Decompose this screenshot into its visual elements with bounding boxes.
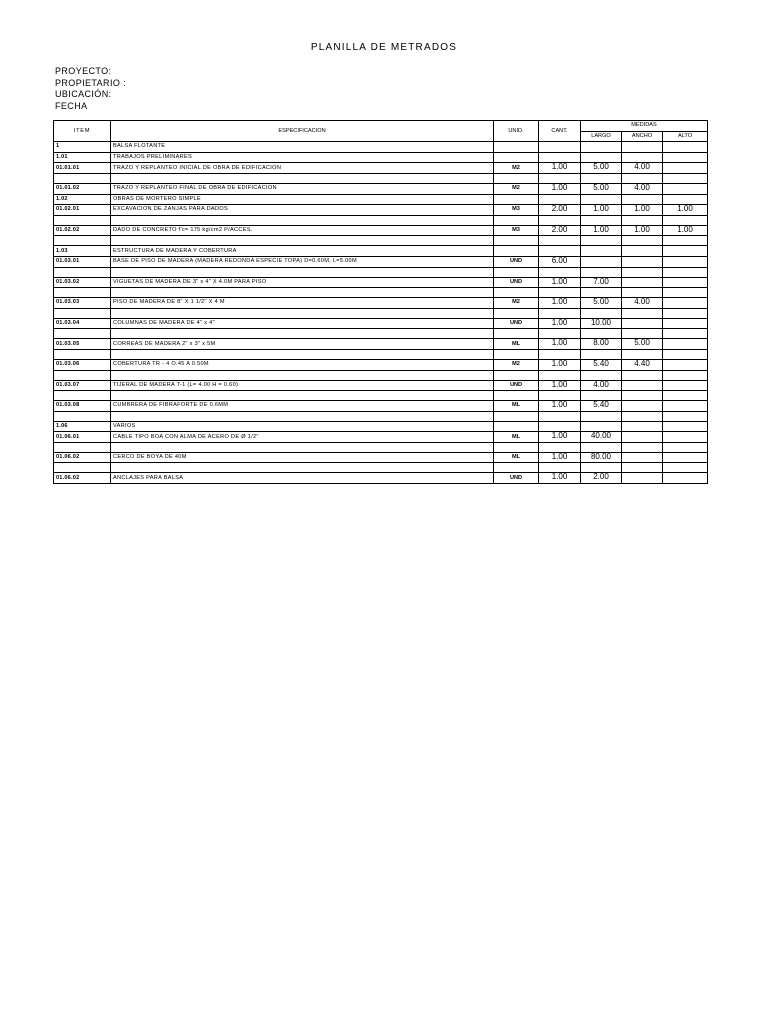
empty-cell	[494, 236, 539, 246]
empty-cell	[54, 370, 111, 380]
empty-cell	[581, 236, 622, 246]
empty-cell	[622, 391, 663, 401]
header-cant: CANT.	[539, 121, 581, 142]
especificacion-cell: CABLE TIPO BOA CON ALMA DE ACERO DE Ø 1/2"	[111, 432, 494, 443]
table-row	[54, 432, 708, 443]
empty-cell	[111, 463, 494, 473]
alto-cell: 1.00	[663, 225, 708, 236]
empty-cell	[663, 411, 708, 421]
especificacion-cell: CUMBRERA DE FIBRAFORTE DE 0.6MM	[111, 401, 494, 412]
alto-cell	[663, 401, 708, 412]
empty-cell	[622, 215, 663, 225]
empty-cell	[494, 411, 539, 421]
largo-cell: 8.00	[581, 339, 622, 350]
alto-cell	[663, 298, 708, 309]
empty-cell	[111, 173, 494, 183]
table-row	[54, 473, 708, 484]
alto-cell	[663, 452, 708, 463]
alto-cell	[663, 163, 708, 174]
spacer-row	[54, 173, 708, 183]
alto-cell	[663, 183, 708, 194]
table-row	[54, 194, 708, 205]
empty-cell	[111, 370, 494, 380]
largo-cell: 7.00	[581, 277, 622, 288]
item-cell: 01.01.01	[54, 163, 111, 174]
cant-cell	[539, 421, 581, 432]
empty-cell	[494, 391, 539, 401]
cant-cell	[539, 142, 581, 153]
header-alto: ALTO	[663, 131, 708, 142]
empty-cell	[539, 370, 581, 380]
metrados-table	[53, 120, 708, 484]
unid-cell: M3	[494, 225, 539, 236]
largo-cell: 1.00	[581, 225, 622, 236]
largo-cell	[581, 152, 622, 163]
empty-cell	[54, 288, 111, 298]
ancho-cell	[622, 421, 663, 432]
item-cell: 01.02.01	[54, 205, 111, 216]
table-row	[54, 339, 708, 350]
item-cell: 01.03.03	[54, 298, 111, 309]
item-cell: 1	[54, 142, 111, 153]
unid-cell: ML	[494, 452, 539, 463]
largo-cell	[581, 256, 622, 267]
empty-cell	[581, 442, 622, 452]
empty-cell	[54, 463, 111, 473]
alto-cell: 1.00	[663, 205, 708, 216]
cant-cell: 1.00	[539, 183, 581, 194]
unid-cell: ML	[494, 401, 539, 412]
table-row	[54, 380, 708, 391]
item-cell: 01.03.04	[54, 318, 111, 329]
alto-cell	[663, 421, 708, 432]
empty-cell	[54, 267, 111, 277]
largo-cell: 5.40	[581, 401, 622, 412]
unid-cell: UND	[494, 256, 539, 267]
especificacion-cell: TRABAJOS PRELIMINARES	[111, 152, 494, 163]
unid-cell	[494, 421, 539, 432]
project-meta	[55, 66, 126, 112]
empty-cell	[54, 236, 111, 246]
cant-cell: 1.00	[539, 380, 581, 391]
proyecto-label: PROYECTO:	[55, 66, 112, 76]
empty-cell	[111, 411, 494, 421]
empty-cell	[622, 267, 663, 277]
largo-cell: 5.40	[581, 359, 622, 370]
especificacion-cell: VIGUETAS DE MADERA DE 3" x 4" X 4.0M PARA PISO	[111, 277, 494, 288]
especificacion-cell: BALSA FLOTANTE	[111, 142, 494, 153]
ancho-cell	[622, 142, 663, 153]
empty-cell	[494, 173, 539, 183]
empty-cell	[622, 329, 663, 339]
spacer-row	[54, 411, 708, 421]
header-unid: UNID.	[494, 121, 539, 142]
alto-cell	[663, 359, 708, 370]
empty-cell	[539, 349, 581, 359]
especificacion-cell: CERCO DE BOYA DE 40M	[111, 452, 494, 463]
ancho-cell: 5.00	[622, 339, 663, 350]
item-cell: 1.02	[54, 194, 111, 205]
empty-cell	[539, 236, 581, 246]
cant-cell: 1.00	[539, 339, 581, 350]
empty-cell	[663, 308, 708, 318]
table-row	[54, 401, 708, 412]
largo-cell: 5.00	[581, 298, 622, 309]
alto-cell	[663, 152, 708, 163]
alto-cell	[663, 432, 708, 443]
especificacion-cell: BASE DE PISO DE MADERA (MADERA REDONDA ESPECIE TOPA) D=0.60M, L=5.00M	[111, 256, 494, 267]
empty-cell	[622, 349, 663, 359]
empty-cell	[539, 267, 581, 277]
empty-cell	[581, 391, 622, 401]
empty-cell	[663, 463, 708, 473]
spacer-row	[54, 215, 708, 225]
cant-cell: 1.00	[539, 473, 581, 484]
spacer-row	[54, 267, 708, 277]
largo-cell: 80.00	[581, 452, 622, 463]
empty-cell	[111, 267, 494, 277]
empty-cell	[663, 391, 708, 401]
item-cell: 1.03	[54, 246, 111, 257]
empty-cell	[663, 442, 708, 452]
largo-cell	[581, 246, 622, 257]
especificacion-cell: ESTRUCTURA DE MADERA Y COBERTURA	[111, 246, 494, 257]
largo-cell: 1.00	[581, 205, 622, 216]
empty-cell	[663, 173, 708, 183]
empty-cell	[622, 463, 663, 473]
empty-cell	[581, 411, 622, 421]
spacer-row	[54, 288, 708, 298]
especificacion-cell: TIJERAL DE MADERA T-1 (L= 4.00 H = 0.60)	[111, 380, 494, 391]
table-row	[54, 205, 708, 216]
empty-cell	[54, 308, 111, 318]
cant-cell: 2.00	[539, 205, 581, 216]
header-medidas: MEDIDAS	[581, 121, 708, 132]
empty-cell	[663, 236, 708, 246]
unid-cell	[494, 194, 539, 205]
unid-cell: M2	[494, 163, 539, 174]
ancho-cell: 4.40	[622, 359, 663, 370]
unid-cell: M2	[494, 359, 539, 370]
cant-cell: 1.00	[539, 432, 581, 443]
empty-cell	[494, 442, 539, 452]
empty-cell	[581, 173, 622, 183]
especificacion-cell: PISO DE MADERA DE 8" X 1 1/2" X 4 M	[111, 298, 494, 309]
table-row	[54, 359, 708, 370]
spacer-row	[54, 236, 708, 246]
ancho-cell	[622, 432, 663, 443]
empty-cell	[111, 349, 494, 359]
empty-cell	[622, 411, 663, 421]
especificacion-cell: EXCAVACION DE ZANJAS PARA DADOS	[111, 205, 494, 216]
empty-cell	[494, 349, 539, 359]
largo-cell	[581, 142, 622, 153]
largo-cell	[581, 194, 622, 205]
empty-cell	[54, 215, 111, 225]
ancho-cell	[622, 246, 663, 257]
spacer-row	[54, 329, 708, 339]
cant-cell: 1.00	[539, 277, 581, 288]
table-row	[54, 163, 708, 174]
cant-cell: 2.00	[539, 225, 581, 236]
empty-cell	[663, 349, 708, 359]
ancho-cell	[622, 452, 663, 463]
empty-cell	[111, 308, 494, 318]
item-cell: 01.06.01	[54, 432, 111, 443]
especificacion-cell: DADO DE CONCRETO f'c= 175 kg/cm2 P/ACCES.	[111, 225, 494, 236]
unid-cell: UND	[494, 277, 539, 288]
alto-cell	[663, 246, 708, 257]
empty-cell	[622, 370, 663, 380]
cant-cell	[539, 194, 581, 205]
document-title: PLANILLA DE METRADOS	[310, 42, 458, 53]
ancho-cell: 1.00	[622, 225, 663, 236]
empty-cell	[494, 463, 539, 473]
empty-cell	[54, 349, 111, 359]
item-cell: 01.03.07	[54, 380, 111, 391]
unid-cell	[494, 246, 539, 257]
unid-cell: UND	[494, 473, 539, 484]
empty-cell	[111, 215, 494, 225]
empty-cell	[539, 288, 581, 298]
empty-cell	[581, 308, 622, 318]
ancho-cell	[622, 256, 663, 267]
empty-cell	[111, 288, 494, 298]
ancho-cell	[622, 194, 663, 205]
empty-cell	[54, 442, 111, 452]
item-cell: 01.02.02	[54, 225, 111, 236]
unid-cell	[494, 152, 539, 163]
table-row	[54, 225, 708, 236]
item-cell: 01.06.02	[54, 473, 111, 484]
empty-cell	[494, 288, 539, 298]
largo-cell: 4.00	[581, 380, 622, 391]
ancho-cell: 1.00	[622, 205, 663, 216]
empty-cell	[539, 463, 581, 473]
spacer-row	[54, 349, 708, 359]
ancho-cell	[622, 277, 663, 288]
empty-cell	[622, 288, 663, 298]
largo-cell: 10.00	[581, 318, 622, 329]
empty-cell	[622, 308, 663, 318]
table-row	[54, 246, 708, 257]
header-ancho: ANCHO	[622, 131, 663, 142]
especificacion-cell: OBRAS DE MORTERO SIMPLE	[111, 194, 494, 205]
empty-cell	[581, 267, 622, 277]
cant-cell: 1.00	[539, 163, 581, 174]
unid-cell: M2	[494, 183, 539, 194]
largo-cell	[581, 421, 622, 432]
especificacion-cell: TRAZO Y REPLANTEO INICIAL DE OBRA DE EDIFICACION	[111, 163, 494, 174]
unid-cell: M2	[494, 298, 539, 309]
especificacion-cell: ANCLAJES PARA BALSA	[111, 473, 494, 484]
empty-cell	[663, 215, 708, 225]
item-cell: 01.03.02	[54, 277, 111, 288]
table-row	[54, 318, 708, 329]
ancho-cell	[622, 318, 663, 329]
cant-cell: 1.00	[539, 359, 581, 370]
item-cell: 01.06.02	[54, 452, 111, 463]
especificacion-cell: COBERTURA TR - 4 O.45 A 0.50M	[111, 359, 494, 370]
ancho-cell	[622, 401, 663, 412]
alto-cell	[663, 256, 708, 267]
table-row	[54, 421, 708, 432]
item-cell: 01.01.02	[54, 183, 111, 194]
table-row	[54, 183, 708, 194]
empty-cell	[581, 370, 622, 380]
empty-cell	[539, 329, 581, 339]
empty-cell	[494, 267, 539, 277]
cant-cell	[539, 246, 581, 257]
especificacion-cell: TRAZO Y REPLANTEO FINAL DE OBRA DE EDIFICACION	[111, 183, 494, 194]
empty-cell	[663, 288, 708, 298]
table-row	[54, 298, 708, 309]
empty-cell	[111, 329, 494, 339]
alto-cell	[663, 318, 708, 329]
header-row-medidas	[54, 121, 708, 132]
unid-cell	[494, 142, 539, 153]
especificacion-cell: COLUMNAS DE MADERA DE 4" x 4"	[111, 318, 494, 329]
empty-cell	[663, 329, 708, 339]
unid-cell: ML	[494, 432, 539, 443]
largo-cell: 40.00	[581, 432, 622, 443]
spacer-row	[54, 391, 708, 401]
cant-cell: 6.00	[539, 256, 581, 267]
header-largo: LARGO	[581, 131, 622, 142]
largo-cell: 5.00	[581, 183, 622, 194]
alto-cell	[663, 277, 708, 288]
empty-cell	[539, 391, 581, 401]
empty-cell	[54, 391, 111, 401]
alto-cell	[663, 142, 708, 153]
empty-cell	[494, 215, 539, 225]
unid-cell: UND	[494, 380, 539, 391]
empty-cell	[663, 267, 708, 277]
alto-cell	[663, 473, 708, 484]
fecha-label: FECHA	[55, 100, 88, 111]
empty-cell	[54, 411, 111, 421]
unid-cell: M3	[494, 205, 539, 216]
empty-cell	[622, 236, 663, 246]
unid-cell: ML	[494, 339, 539, 350]
empty-cell	[539, 308, 581, 318]
table-row	[54, 452, 708, 463]
empty-cell	[54, 329, 111, 339]
cant-cell: 1.00	[539, 318, 581, 329]
unid-cell: UND	[494, 318, 539, 329]
spacer-row	[54, 308, 708, 318]
empty-cell	[581, 329, 622, 339]
cant-cell: 1.00	[539, 401, 581, 412]
table-row	[54, 277, 708, 288]
ancho-cell: 4.00	[622, 163, 663, 174]
empty-cell	[581, 288, 622, 298]
cant-cell: 1.00	[539, 298, 581, 309]
ancho-cell	[622, 473, 663, 484]
empty-cell	[494, 308, 539, 318]
empty-cell	[494, 370, 539, 380]
item-cell: 01.03.06	[54, 359, 111, 370]
empty-cell	[539, 173, 581, 183]
empty-cell	[111, 442, 494, 452]
largo-cell: 2.00	[581, 473, 622, 484]
alto-cell	[663, 380, 708, 391]
cant-cell: 1.00	[539, 452, 581, 463]
ubicacion-label: UBICACIÓN:	[55, 89, 112, 99]
table-row	[54, 142, 708, 153]
propietario-label: PROPIETARIO :	[55, 77, 127, 88]
ancho-cell: 4.00	[622, 183, 663, 194]
largo-cell: 5.00	[581, 163, 622, 174]
empty-cell	[111, 236, 494, 246]
item-cell: 1.01	[54, 152, 111, 163]
header-item: ITEM	[54, 121, 111, 142]
ancho-cell	[622, 380, 663, 391]
empty-cell	[622, 173, 663, 183]
especificacion-cell: VARIOS	[111, 421, 494, 432]
empty-cell	[539, 215, 581, 225]
ancho-cell	[622, 152, 663, 163]
spacer-row	[54, 370, 708, 380]
spacer-row	[54, 463, 708, 473]
empty-cell	[54, 173, 111, 183]
empty-cell	[111, 391, 494, 401]
spacer-row	[54, 442, 708, 452]
empty-cell	[581, 463, 622, 473]
empty-cell	[581, 215, 622, 225]
empty-cell	[663, 370, 708, 380]
empty-cell	[494, 329, 539, 339]
table-row	[54, 152, 708, 163]
alto-cell	[663, 339, 708, 350]
item-cell: 01.03.08	[54, 401, 111, 412]
item-cell: 01.03.05	[54, 339, 111, 350]
empty-cell	[539, 442, 581, 452]
item-cell: 1.06	[54, 421, 111, 432]
especificacion-cell: CORREAS DE MADERA 2" x 3" x 5M	[111, 339, 494, 350]
ancho-cell: 4.00	[622, 298, 663, 309]
header-especificacion: ESPECIFICACION	[111, 121, 494, 142]
item-cell: 01.03.01	[54, 256, 111, 267]
empty-cell	[539, 411, 581, 421]
empty-cell	[581, 349, 622, 359]
alto-cell	[663, 194, 708, 205]
cant-cell	[539, 152, 581, 163]
empty-cell	[622, 442, 663, 452]
table-row	[54, 256, 708, 267]
